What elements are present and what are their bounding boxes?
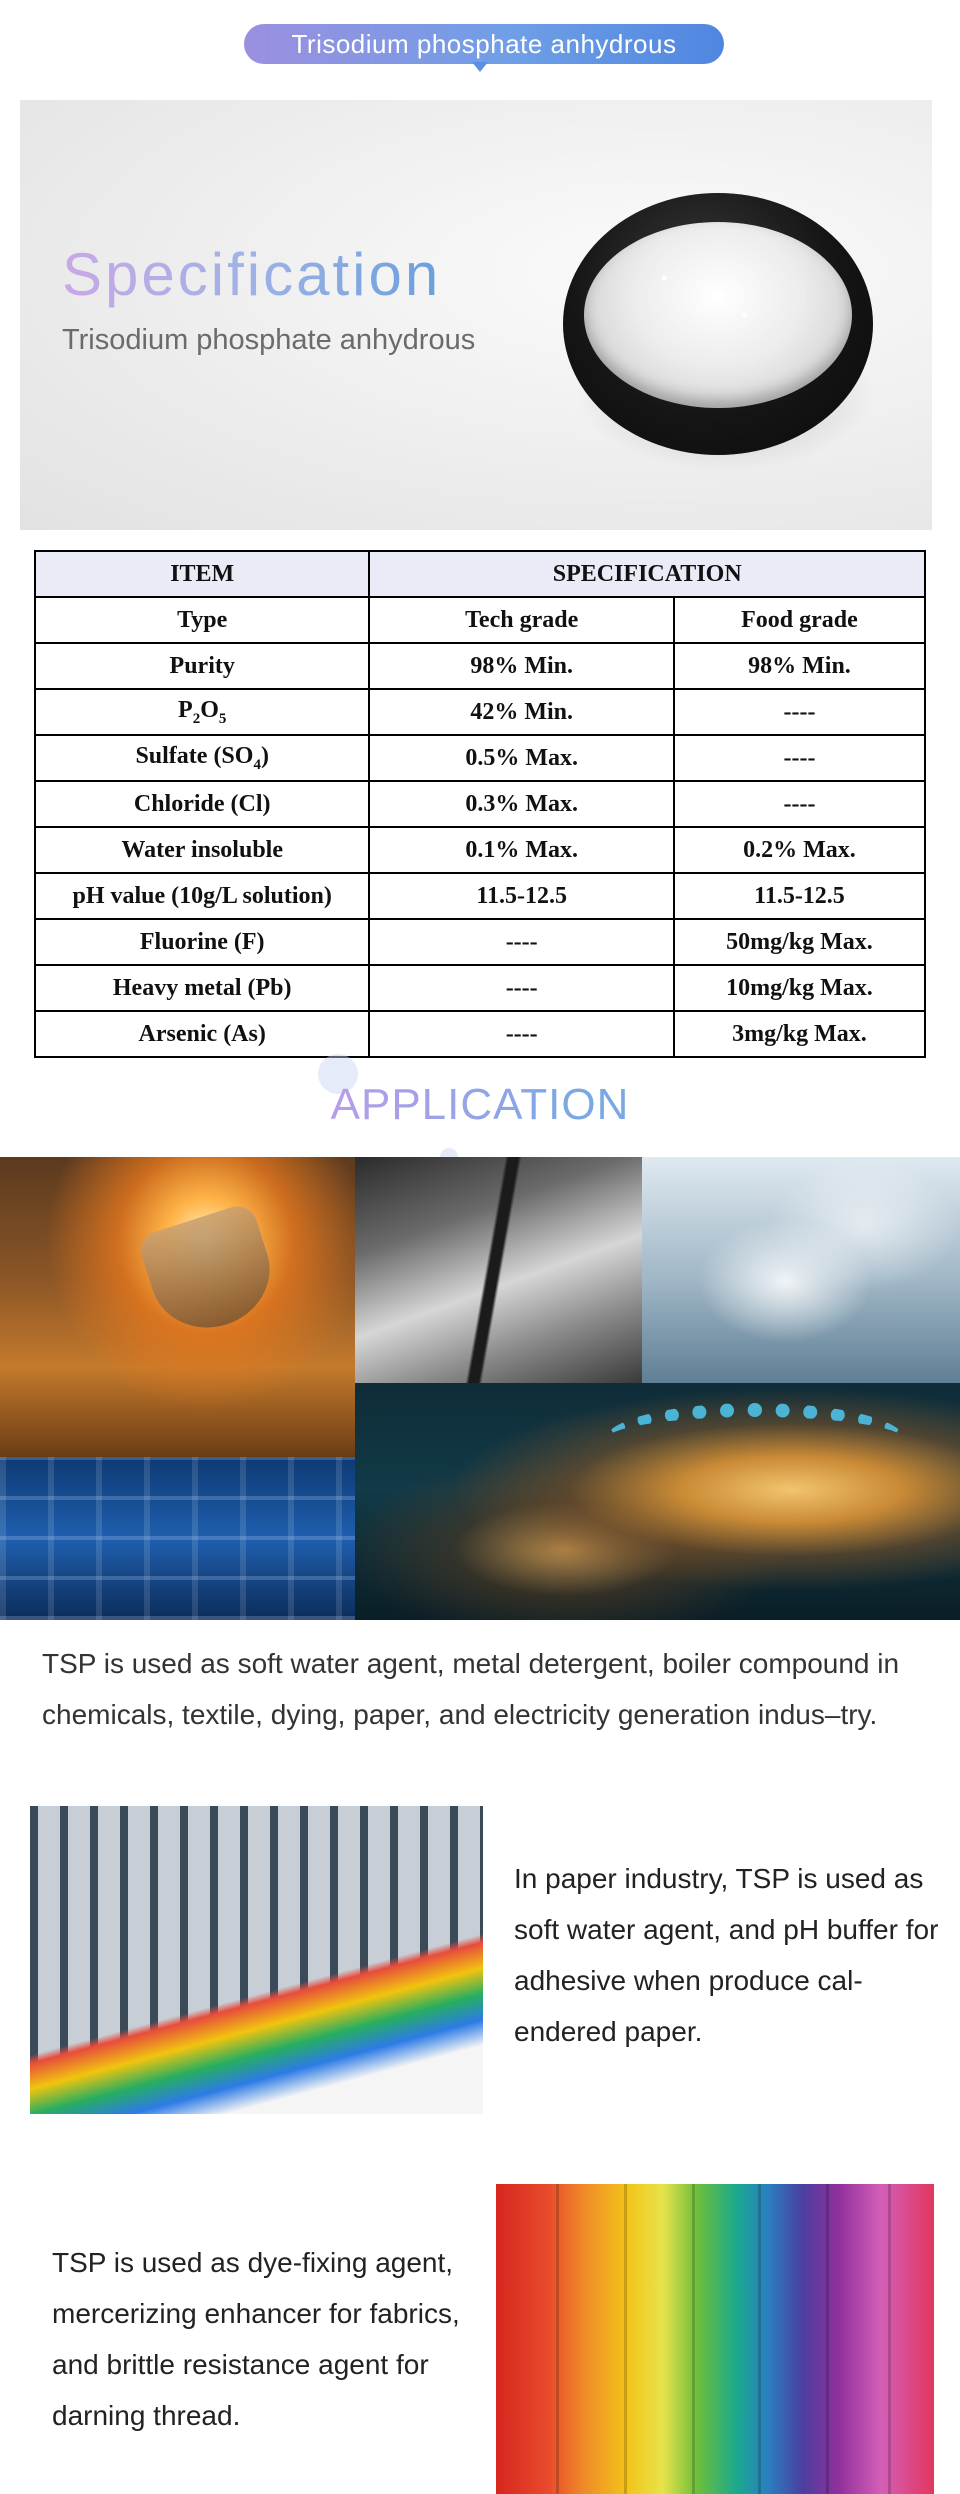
row-tech-value: ---- [369,919,674,965]
salt-crystals-image [584,222,852,408]
row-food-value: 98% Min. [674,643,925,689]
row-tech-value: 98% Min. [369,643,674,689]
row-item: Chloride (Cl) [35,781,369,827]
paper-industry-text: In paper industry, TSP is used as soft water agent, and pH buffer for adhesive when produce cal-endered paper. [514,1863,939,2047]
specification-table [34,550,926,1058]
table-row [35,919,925,965]
dye-fixing-text: TSP is used as dye-fixing agent, mercerizing enhancer for fabrics, and brittle resistance agent for darning thread. [52,2247,460,2431]
hero-title: Specification [62,241,442,308]
row-food-value: 0.2% Max. [674,827,925,873]
hero-subtitle: Trisodium phosphate anhydrous [62,324,476,356]
coolant-hose-shape [605,1403,905,1477]
colored-fabrics-photo [496,2184,934,2494]
row-tech-value: 42% Min. [369,689,674,735]
ladle-shape [136,1201,284,1343]
table-header-row [35,551,925,597]
metal-drilling-photo [355,1157,642,1383]
application-title: APPLICATION [0,1080,960,1130]
row-food-value: 10mg/kg Max. [674,965,925,1011]
water-splash-photo [642,1157,960,1383]
column-header-specification: SPECIFICATION [369,551,925,597]
fabric-fold [692,2184,695,2494]
fabric-fold [826,2184,829,2494]
pill-pointer [472,62,488,72]
table-row [35,965,925,1011]
row-item: $P_2O_5$ [35,689,369,735]
table-row [35,597,925,643]
row-food-value: 50mg/kg Max. [674,919,925,965]
header-pill: Trisodium phosphate anhydrous [244,24,724,64]
table-row [35,873,925,919]
row-item: Purity [35,643,369,689]
fabric-fold [888,2184,891,2494]
row-item: Arsenic (As) [35,1011,369,1057]
column-header-item: ITEM [35,551,369,597]
row-tech-value: 0.5% Max. [369,735,674,781]
table-row [35,643,925,689]
row-item: Heavy metal (Pb) [35,965,369,1011]
fabric-fold [556,2184,559,2494]
row-tech-value: 11.5-12.5 [369,873,674,919]
row-item: Fluorine (F) [35,919,369,965]
row-item: Type [35,597,369,643]
fabric-fold [624,2184,627,2494]
application-intro-text: TSP is used as soft water agent, metal detergent, boiler compound in chemicals, textile, dying, paper, and electricity generation indus–try. [42,1648,900,1730]
row-food-value: ---- [674,735,925,781]
row-item: Sulfate $(SO_4)$ [35,735,369,781]
row-food-value: 3mg/kg Max. [674,1011,925,1057]
row-food-value: ---- [674,781,925,827]
steel-mill-photo [0,1157,355,1457]
table-row [35,735,925,781]
lathe-machining-photo [355,1383,960,1620]
table-row [35,689,925,735]
row-tech-value: ---- [369,1011,674,1057]
row-item: pH value (10g/L solution) [35,873,369,919]
table-row [35,827,925,873]
table-row [35,1011,925,1057]
boiler-pipes-photo [0,1457,355,1620]
row-tech-value: Tech grade [369,597,674,643]
table-row [35,781,925,827]
row-tech-value: 0.3% Max. [369,781,674,827]
row-item: Water insoluble [35,827,369,873]
row-tech-value: ---- [369,965,674,1011]
row-tech-value: 0.1% Max. [369,827,674,873]
fabric-fold [758,2184,761,2494]
row-food-value: Food grade [674,597,925,643]
row-food-value: ---- [674,689,925,735]
paper-printing-photo [30,1806,483,2114]
row-food-value: 11.5-12.5 [674,873,925,919]
